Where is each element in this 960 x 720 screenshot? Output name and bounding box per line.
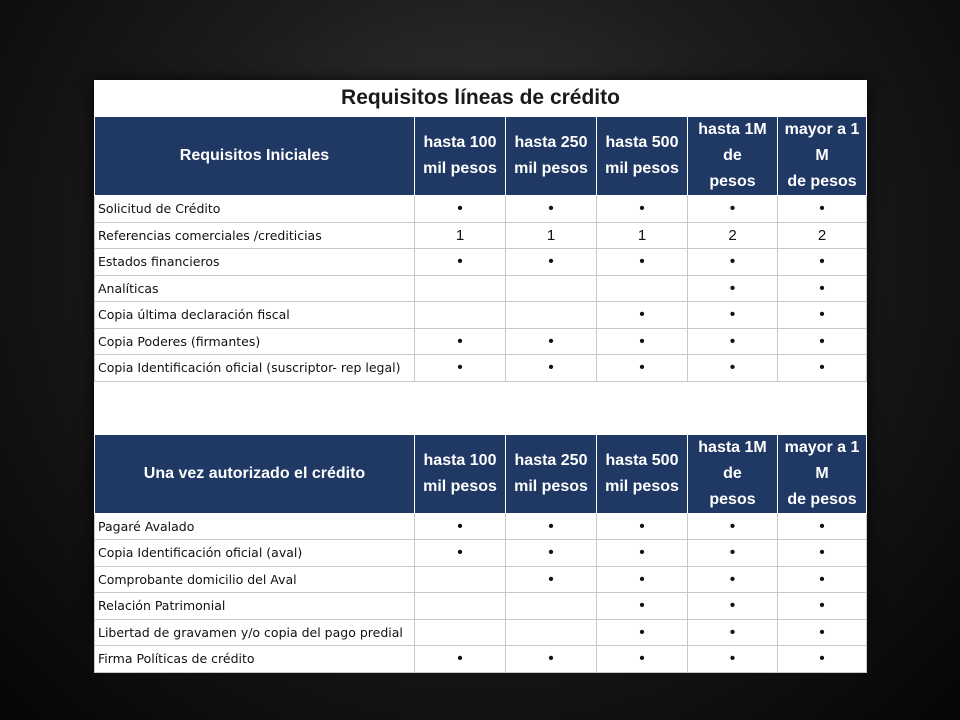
table-row xyxy=(95,646,867,673)
column-header-line2: mil pesos xyxy=(605,160,679,177)
required-dot: • xyxy=(597,566,688,593)
table-row xyxy=(95,196,867,223)
column-header-line2: mil pesos xyxy=(514,160,588,177)
table-row xyxy=(95,513,867,540)
requirement-label: Estados financieros xyxy=(95,249,415,276)
column-header xyxy=(688,434,778,513)
requirement-value: 2 xyxy=(778,222,867,249)
required-dot: • xyxy=(778,275,867,302)
required-dot: • xyxy=(688,540,778,567)
table-row xyxy=(95,540,867,567)
column-header-line1: mayor a 1 M xyxy=(784,438,860,482)
column-header-line1: hasta 500 xyxy=(605,134,679,151)
requirement-value: 1 xyxy=(506,222,597,249)
table-row xyxy=(95,302,867,329)
column-header xyxy=(415,117,506,196)
required-dot: • xyxy=(506,540,597,567)
requirement-label: Comprobante domicilio del Aval xyxy=(95,566,415,593)
required-dot: • xyxy=(506,566,597,593)
required-dot: • xyxy=(688,619,778,646)
column-header xyxy=(597,117,688,196)
required-dot: • xyxy=(688,513,778,540)
requirement-value xyxy=(415,302,506,329)
required-dot: • xyxy=(778,196,867,223)
column-header xyxy=(506,434,597,513)
requirement-value xyxy=(415,275,506,302)
required-dot: • xyxy=(415,540,506,567)
requirement-label: Solicitud de Crédito xyxy=(95,196,415,223)
column-header-line1: hasta 100 xyxy=(423,451,497,469)
table-row xyxy=(95,566,867,593)
required-dot: • xyxy=(506,646,597,673)
required-dot: • xyxy=(688,249,778,276)
required-dot: • xyxy=(778,249,867,276)
section-header-row xyxy=(95,434,867,513)
column-header xyxy=(415,434,506,513)
required-dot: • xyxy=(597,302,688,329)
required-dot: • xyxy=(415,646,506,673)
required-dot: • xyxy=(415,328,506,355)
table-row xyxy=(95,249,867,276)
column-header-line1: mayor a 1 M xyxy=(784,121,860,164)
section-header: Requisitos Iniciales xyxy=(95,117,415,196)
required-dot: • xyxy=(506,355,597,382)
requirement-label: Copia Identificación oficial (aval) xyxy=(95,540,415,567)
requirement-value: 1 xyxy=(415,222,506,249)
column-header xyxy=(778,434,867,513)
required-dot: • xyxy=(597,196,688,223)
required-dot: • xyxy=(597,540,688,567)
required-dot: • xyxy=(597,513,688,540)
table-row xyxy=(95,355,867,382)
requirement-value xyxy=(597,275,688,302)
spacer-cell xyxy=(95,381,867,434)
required-dot: • xyxy=(506,249,597,276)
requirement-value xyxy=(506,619,597,646)
table-row xyxy=(95,619,867,646)
required-dot: • xyxy=(597,619,688,646)
requirement-value xyxy=(506,593,597,620)
column-header-line2: mil pesos xyxy=(423,160,497,177)
column-header xyxy=(506,117,597,196)
column-header-line1: hasta 100 xyxy=(423,134,497,151)
required-dot: • xyxy=(688,646,778,673)
table-row xyxy=(95,275,867,302)
column-header-line1: hasta 250 xyxy=(514,451,588,469)
column-header-line1: hasta 1M de xyxy=(698,438,767,482)
column-header-line1: hasta 1M de xyxy=(698,121,767,164)
column-header-line1: hasta 250 xyxy=(514,134,588,151)
requirement-label: Copia última declaración fiscal xyxy=(95,302,415,329)
table-title: Requisitos líneas de crédito xyxy=(95,80,867,117)
required-dot: • xyxy=(506,328,597,355)
section-header-row xyxy=(95,117,867,196)
required-dot: • xyxy=(415,196,506,223)
column-header-line2: pesos xyxy=(709,173,756,190)
requirement-label: Copia Identificación oficial (suscriptor- rep legal) xyxy=(95,355,415,382)
table-row xyxy=(95,328,867,355)
requirement-value: 1 xyxy=(597,222,688,249)
required-dot: • xyxy=(778,566,867,593)
required-dot: • xyxy=(778,593,867,620)
requirement-value xyxy=(415,566,506,593)
column-header xyxy=(597,434,688,513)
required-dot: • xyxy=(415,249,506,276)
requirement-label: Referencias comerciales /crediticias xyxy=(95,222,415,249)
required-dot: • xyxy=(506,196,597,223)
required-dot: • xyxy=(688,302,778,329)
required-dot: • xyxy=(597,646,688,673)
required-dot: • xyxy=(597,328,688,355)
column-header-line2: mil pesos xyxy=(605,477,679,495)
requirement-label: Libertad de gravamen y/o copia del pago predial xyxy=(95,619,415,646)
required-dot: • xyxy=(778,540,867,567)
requirement-value: 2 xyxy=(688,222,778,249)
requirement-value xyxy=(506,302,597,329)
required-dot: • xyxy=(597,355,688,382)
required-dot: • xyxy=(778,355,867,382)
required-dot: • xyxy=(778,328,867,355)
requirement-label: Relación Patrimonial xyxy=(95,593,415,620)
requirements-table xyxy=(94,80,867,673)
column-header-line2: de pesos xyxy=(787,173,857,190)
required-dot: • xyxy=(778,619,867,646)
column-header-line2: mil pesos xyxy=(423,477,497,495)
column-header-line2: mil pesos xyxy=(514,477,588,495)
requirement-label: Pagaré Avalado xyxy=(95,513,415,540)
required-dot: • xyxy=(778,513,867,540)
column-header-line1: hasta 500 xyxy=(605,451,679,469)
required-dot: • xyxy=(506,513,597,540)
required-dot: • xyxy=(778,646,867,673)
required-dot: • xyxy=(415,355,506,382)
requirement-label: Copia Poderes (firmantes) xyxy=(95,328,415,355)
column-header xyxy=(778,117,867,196)
required-dot: • xyxy=(688,328,778,355)
required-dot: • xyxy=(688,566,778,593)
section-spacer xyxy=(95,381,867,434)
requirement-value xyxy=(506,275,597,302)
table-row xyxy=(95,593,867,620)
required-dot: • xyxy=(597,593,688,620)
column-header-line2: pesos xyxy=(709,490,756,508)
requirement-label: Firma Políticas de crédito xyxy=(95,646,415,673)
required-dot: • xyxy=(688,355,778,382)
requirement-value xyxy=(415,619,506,646)
column-header-line2: de pesos xyxy=(787,490,857,508)
requirement-label: Analíticas xyxy=(95,275,415,302)
table-row xyxy=(95,222,867,249)
required-dot: • xyxy=(688,593,778,620)
required-dot: • xyxy=(688,275,778,302)
section-header: Una vez autorizado el crédito xyxy=(95,434,415,513)
required-dot: • xyxy=(688,196,778,223)
required-dot: • xyxy=(778,302,867,329)
requirement-value xyxy=(415,593,506,620)
required-dot: • xyxy=(597,249,688,276)
required-dot: • xyxy=(415,513,506,540)
column-header xyxy=(688,117,778,196)
